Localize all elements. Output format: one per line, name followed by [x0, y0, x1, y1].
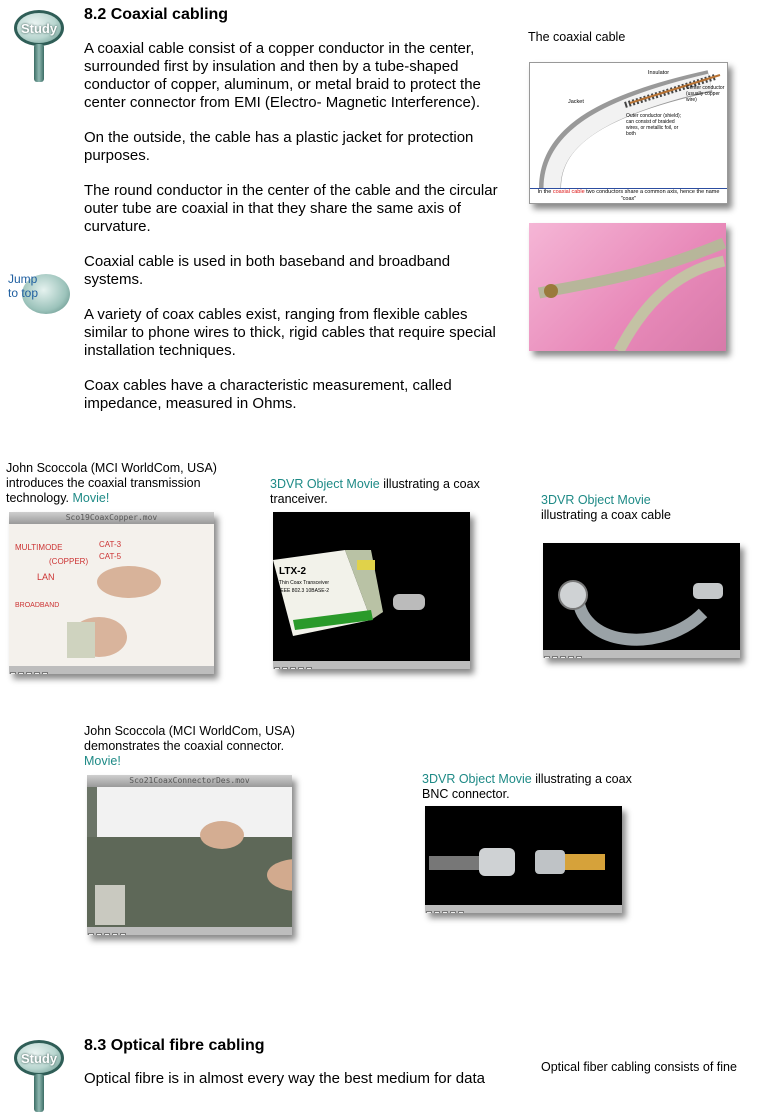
box-sub1: Thin Coax Transceiver	[279, 580, 330, 586]
hand	[97, 566, 161, 598]
label-jacket: Jacket	[568, 99, 584, 105]
media4-controls[interactable]	[87, 927, 292, 935]
media5-caption: 3DVR Object Movie illustrating a coax BNC connector.	[422, 772, 632, 801]
paragraph: Coax cables have a characteristic measurement, called impedance, measured in Ohms.	[84, 377, 452, 412]
media4-movie-link[interactable]: Movie!	[84, 754, 121, 768]
paragraph: On the outside, the cable has a plastic jacket for protection purposes.	[84, 129, 474, 164]
section-title: 8.3 Optical fibre cabling	[84, 1037, 265, 1054]
board-note: CAT-3	[99, 540, 122, 549]
media3-frame	[543, 543, 740, 658]
label-outer-box	[626, 113, 684, 151]
device	[95, 885, 125, 925]
paragraph: A variety of coax cables exist, ranging from flexible cables similar to phone wires to thick, rigid cables that require special installation techniques.	[84, 306, 496, 359]
study-lens: Study	[14, 1040, 64, 1076]
study-icon[interactable]	[6, 1034, 68, 1114]
magnifier-handle	[34, 1074, 44, 1112]
section-title: 8.2 Coaxial cabling	[84, 6, 229, 23]
media2-caption: 3DVR Object Movie illustrating a coax tranceiver.	[270, 477, 480, 506]
bnc-end	[559, 581, 587, 609]
media4-titlebar: Sco21CoaxConnectorDes.mov	[87, 775, 292, 787]
media1-movie[interactable]	[9, 512, 214, 674]
study-icon[interactable]	[6, 4, 68, 84]
cable-loop	[578, 598, 703, 640]
media3-link[interactable]: 3DVR Object Movie	[541, 493, 651, 507]
coax-diagram	[529, 62, 728, 204]
bnc-jack	[535, 850, 565, 874]
paragraph: The round conductor in the center of the cable and the circular outer tube are coaxial in that they share the same axis of curvature.	[84, 182, 498, 235]
study-lens: Study	[14, 10, 64, 46]
bnc-connector	[393, 594, 425, 610]
coax-photo-drawing	[529, 223, 726, 351]
media2-frame	[273, 512, 470, 669]
media5-link[interactable]: 3DVR Object Movie	[422, 772, 532, 786]
coax-diagram-drawing	[530, 63, 727, 203]
media1-frame	[9, 512, 214, 674]
label-insulator: Insulator	[648, 70, 670, 76]
magnifier-handle	[34, 44, 44, 82]
media4-caption: John Scoccola (MCI WorldCom, USA) demonstrates the coaxial connector. Movie!	[84, 724, 295, 768]
media2-object-movie[interactable]	[273, 512, 470, 669]
box-sub2: IEEE 802.3 10BASE-2	[279, 588, 330, 594]
coax-photo	[529, 223, 726, 351]
side-text-partial: Optical fiber cabling consists of fine	[541, 1060, 737, 1074]
whiteboard	[97, 787, 292, 837]
jump-label: Jump to top	[8, 272, 39, 300]
box-title: LTX-2	[279, 566, 307, 577]
media5-object-movie[interactable]	[425, 806, 622, 913]
transceiver	[67, 622, 95, 658]
media5-controls[interactable]	[425, 905, 622, 913]
paragraph-partial: Optical fibre is in almost every way the best medium for data	[84, 1070, 486, 1087]
board-note: BROADBAND	[15, 602, 60, 609]
label-center-box	[686, 85, 726, 115]
media2-controls[interactable]	[273, 661, 470, 669]
board-note: LAN	[37, 572, 55, 582]
media3-controls[interactable]	[543, 650, 740, 658]
label-center: Center conductor (usually copper wire)	[686, 85, 725, 103]
media4-frame	[87, 775, 292, 935]
media3-caption: 3DVR Object Movie illustrating a coax cable	[541, 493, 671, 522]
media1-titlebar: Sco19CoaxCopper.mov	[9, 512, 214, 524]
activity-label	[357, 560, 375, 570]
board-note: (COPPER)	[49, 557, 89, 566]
board-note: MULTIMODE	[15, 543, 63, 552]
media5-frame	[425, 806, 622, 913]
label-outer: Outer conductor (shield); can consist of braided wires, or metallic foil, or both	[626, 113, 682, 137]
gold-pin	[565, 854, 605, 870]
paragraph: Coaxial cable is used in both baseband and broadband systems.	[84, 253, 451, 288]
diagram-footnote: In the coaxial cable two conductors share a common axis, hence the name "coax"	[530, 188, 727, 203]
section-body	[84, 40, 504, 413]
media3-object-movie[interactable]	[543, 543, 740, 658]
media2-link[interactable]: 3DVR Object Movie	[270, 477, 380, 491]
jump-to-top-button[interactable]	[2, 270, 72, 314]
hand	[200, 821, 244, 849]
cable-end	[544, 284, 558, 298]
media1-caption: John Scoccola (MCI WorldCom, USA) introduces the coaxial transmission technology. Movie!	[6, 461, 217, 505]
cable	[429, 856, 479, 870]
paragraph: A coaxial cable consist of a copper conductor in the center, surrounded first by insulation and then by a tube-shaped conductor of copper, aluminum, or metal braid to protect the center connector from EMI (Electro- Magnetic Interference).	[84, 40, 481, 111]
diagram-caption: The coaxial cable	[528, 30, 626, 44]
bnc-end	[693, 583, 723, 599]
media1-movie-link[interactable]: Movie!	[72, 491, 110, 505]
bnc-plug	[479, 848, 515, 876]
board-note: CAT-5	[99, 552, 122, 561]
media1-controls[interactable]	[9, 666, 214, 674]
media4-movie[interactable]	[87, 775, 292, 935]
